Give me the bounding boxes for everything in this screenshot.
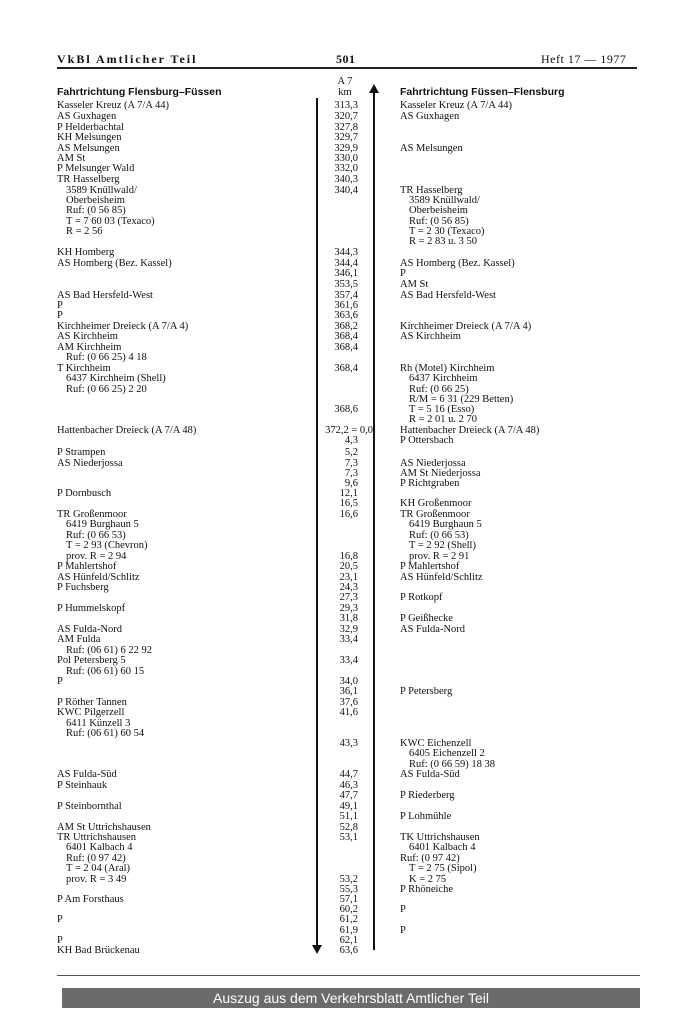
km-value: 47,7 (339, 790, 358, 801)
km-value: 53,2 (339, 874, 358, 885)
list-item: Ruf: (0 56 85) (409, 216, 469, 227)
list-item: P Steinbornthal (57, 801, 122, 812)
km-value: 372,2 = 0,0 (325, 425, 373, 436)
list-item: Pol Petersberg 5 (57, 655, 126, 666)
km-value: 357,4 (334, 290, 358, 301)
list-item: AS Niederjossa (400, 458, 466, 469)
list-item: Ruf: (0 66 25) 2 20 (66, 384, 147, 395)
list-item: AS Melsungen (400, 143, 463, 154)
list-item: P (57, 935, 63, 946)
list-item: AS Niederjossa (57, 458, 123, 469)
km-value: 368,4 (334, 331, 358, 342)
km-value: 332,0 (334, 163, 358, 174)
list-item: AS Melsungen (57, 143, 120, 154)
km-value: 20,5 (339, 561, 358, 572)
list-item: Ruf: (0 66 53) (66, 530, 126, 541)
km-value: 368,4 (334, 342, 358, 353)
km-value: 27,3 (339, 592, 358, 603)
list-item: Oberbeisheim (409, 205, 468, 216)
km-value: 51,1 (339, 811, 358, 822)
list-item: T = 2 93 (Chevron) (66, 540, 148, 551)
km-value: 55,3 (339, 884, 358, 895)
km-value: 346,1 (334, 268, 358, 279)
km-value: 62,1 (339, 935, 358, 946)
list-item: Ruf: (0 66 25) 4 18 (66, 352, 147, 363)
km-value: 24,3 (339, 582, 358, 593)
list-item: TR Hasselberg (400, 185, 463, 196)
left-column-heading: Fahrtrichtung Flensburg–Füssen (57, 86, 222, 98)
list-item: prov. R = 2 91 (409, 551, 470, 562)
list-item: Ruf: (06 61) 60 54 (66, 728, 145, 739)
km-value: 36,1 (339, 686, 358, 697)
list-item: P Hummelskopf (57, 603, 126, 614)
footer-rule (57, 975, 640, 976)
list-item: P Ottersbach (400, 435, 454, 446)
list-item: T = 2 75 (Sipol) (409, 863, 477, 874)
list-item: 6419 Burghaun 5 (66, 519, 139, 530)
journal-title: VkBl Amtlicher Teil (57, 52, 198, 66)
arrow-up-icon (369, 84, 379, 93)
list-item: Oberbeisheim (66, 195, 125, 206)
list-item: Ruf: (0 66 59) 18 38 (409, 759, 496, 770)
km-value: 16,5 (339, 498, 358, 509)
list-item: P (400, 904, 406, 915)
list-item: AS Kirchheim (57, 331, 118, 342)
km-value: 368,6 (334, 404, 358, 415)
list-item: Ruf: (06 61) 6 22 92 (66, 645, 153, 656)
list-item: Rh (Motel) Kirchheim (400, 363, 495, 374)
list-item: AS Guxhagen (57, 111, 117, 122)
list-item: Kasseler Kreuz (A 7/A 44) (57, 100, 169, 111)
km-value: 57,1 (339, 894, 358, 905)
list-item: P Lohmühle (400, 811, 452, 822)
list-item: Ruf: (0 66 53) (409, 530, 469, 541)
km-heading-unit: km (338, 87, 352, 98)
list-item: P (57, 914, 63, 925)
list-item: P Steinhauk (57, 780, 108, 791)
list-item: Hattenbacher Dreieck (A 7/A 48) (400, 425, 540, 436)
km-value: 353,5 (334, 279, 358, 290)
list-item: P Am Forsthaus (57, 894, 124, 905)
list-item: P Rotkopf (400, 592, 443, 603)
km-value: 49,1 (339, 801, 358, 812)
list-item: P (400, 268, 406, 279)
km-value: 340,4 (334, 185, 358, 196)
list-item: 6401 Kalbach 4 (409, 842, 476, 853)
km-value: 344,3 (334, 247, 358, 258)
list-item: P Röther Tannen (57, 697, 127, 708)
km-value: 16,6 (339, 509, 358, 520)
list-item: P Fuchsberg (57, 582, 109, 593)
list-item: P Melsunger Wald (57, 163, 135, 174)
list-item: T Kirchheim (57, 363, 111, 374)
list-item: KH Melsungen (57, 132, 122, 143)
list-item: AS Hünfeld/Schlitz (400, 572, 483, 583)
list-item: P Geißhecke (400, 613, 453, 624)
list-item: P (57, 676, 63, 687)
list-item: R = 2 83 u. 3 50 (409, 236, 478, 247)
list-item: T = 5 16 (Esso) (409, 404, 475, 415)
list-item: KH Bad Brückenau (57, 945, 140, 956)
list-item: P Strampen (57, 447, 106, 458)
km-value: 23,1 (339, 572, 358, 583)
km-value: 32,9 (339, 624, 358, 635)
list-item: 6405 Eichenzell 2 (409, 748, 485, 759)
km-value: 313,3 (334, 100, 358, 111)
km-value: 330,0 (334, 153, 358, 164)
km-value: 63,6 (339, 945, 358, 956)
list-item: AS Homberg (Bez. Kassel) (57, 258, 172, 269)
list-item: KWC Pilgerzell (57, 707, 125, 718)
km-value: 33,4 (339, 655, 358, 666)
list-item: 6411 Künzell 3 (66, 718, 131, 729)
km-value: 61,9 (339, 925, 358, 936)
list-item: KH Homberg (57, 247, 115, 258)
list-item: Hattenbacher Dreieck (A 7/A 48) (57, 425, 197, 436)
km-value: 368,2 (334, 321, 358, 332)
km-value: 52,8 (339, 822, 358, 833)
list-item: AS Hünfeld/Schlitz (57, 572, 140, 583)
list-item: T = 2 92 (Shell) (409, 540, 476, 551)
list-item: prov. R = 3 49 (66, 874, 127, 885)
list-item: AM St (57, 153, 86, 164)
km-value: 61,2 (339, 914, 358, 925)
list-item: P Helderbachtal (57, 122, 124, 133)
km-value: 31,8 (339, 613, 358, 624)
km-value: 37,6 (339, 697, 358, 708)
list-item: R/M = 6 31 (229 Betten) (409, 394, 514, 405)
km-value: 344,4 (334, 258, 358, 269)
list-item: R = 2 56 (66, 226, 103, 237)
km-value: 327,8 (334, 122, 358, 133)
km-value: 41,6 (339, 707, 358, 718)
list-item: AM Kirchheim (57, 342, 122, 353)
km-value: 46,3 (339, 780, 358, 791)
list-item: P (57, 300, 63, 311)
list-item: AM St Niederjossa (400, 468, 481, 479)
km-value: 16,8 (339, 551, 358, 562)
km-value: 33,4 (339, 634, 358, 645)
list-item: K = 2 75 (409, 874, 447, 885)
list-item: AS Guxhagen (400, 111, 460, 122)
list-item: P Petersberg (400, 686, 453, 697)
list-item: Kirchheimer Dreieck (A 7/A 4) (57, 321, 189, 332)
list-item: AM Fulda (57, 634, 101, 645)
km-value: 60,2 (339, 904, 358, 915)
right-column-heading: Fahrtrichtung Füssen–Flensburg (400, 86, 565, 98)
list-item: TR Großenmoor (400, 509, 470, 520)
page-number: 501 (336, 52, 356, 66)
list-item: P (57, 310, 63, 321)
list-item: AM St (400, 279, 429, 290)
list-item: P (400, 925, 406, 936)
km-heading (330, 76, 360, 98)
list-item: 6437 Kirchheim (409, 373, 478, 384)
km-value: 7,3 (344, 458, 358, 469)
km-heading-road: A 7 (337, 76, 353, 87)
list-item: KWC Eichenzell (400, 738, 472, 749)
km-value: 7,3 (344, 468, 358, 479)
list-item: Ruf: (06 61) 60 15 (66, 666, 145, 677)
list-item: TR Uttrichshausen (57, 832, 137, 843)
list-item: Ruf: (0 56 85) (66, 205, 126, 216)
list-item: T = 2 30 (Texaco) (409, 226, 485, 237)
km-value: 34,0 (339, 676, 358, 687)
list-item: 6401 Kalbach 4 (66, 842, 133, 853)
km-value: 53,1 (339, 832, 358, 843)
list-item: P Dornbusch (57, 488, 112, 499)
list-item: AS Bad Hersfeld-West (400, 290, 496, 301)
list-item: AS Fulda-Süd (400, 769, 460, 780)
list-item: TR Hasselberg (57, 174, 120, 185)
list-item: P Rhöneiche (400, 884, 453, 895)
km-value: 5,2 (344, 447, 358, 458)
list-item: P Mahlertshof (57, 561, 117, 572)
issue-label: Heft 17 — 1977 (541, 52, 627, 66)
list-item: 6437 Kirchheim (Shell) (66, 373, 166, 384)
list-item: Kasseler Kreuz (A 7/A 44) (400, 100, 512, 111)
list-item: 3589 Knüllwald/ (409, 195, 480, 206)
km-value: 43,3 (339, 738, 358, 749)
km-value: 368,4 (334, 363, 358, 374)
list-item: AS Fulda-Süd (57, 769, 117, 780)
footer-banner: Auszug aus dem Verkehrsblatt Amtlicher Teil (62, 988, 640, 1008)
km-value: 340,3 (334, 174, 358, 185)
list-item: TR Großenmoor (57, 509, 127, 520)
list-item: AS Kirchheim (400, 331, 461, 342)
km-value: 363,6 (334, 310, 358, 321)
km-value: 12,1 (339, 488, 358, 499)
list-item: 6419 Burghaun 5 (409, 519, 482, 530)
list-item: Kirchheimer Dreieck (A 7/A 4) (400, 321, 532, 332)
km-value: 44,7 (339, 769, 358, 780)
km-value: 9,6 (344, 478, 358, 489)
list-item: P Mahlertshof (400, 561, 460, 572)
list-item: T = 7 60 03 (Texaco) (66, 216, 155, 227)
list-item: AS Bad Hersfeld-West (57, 290, 153, 301)
list-item: prov. R = 2 94 (66, 551, 127, 562)
km-value: 320,7 (334, 111, 358, 122)
list-item: KH Großenmoor (400, 498, 472, 509)
km-value: 329,7 (334, 132, 358, 143)
direction-line-up (373, 92, 375, 950)
list-item: T = 2 04 (Aral) (66, 863, 131, 874)
list-item: P Richtgraben (400, 478, 460, 489)
km-value: 4,3 (344, 435, 358, 446)
km-value: 361,6 (334, 300, 358, 311)
km-value: 329,9 (334, 143, 358, 154)
list-item: AS Fulda-Nord (400, 624, 466, 635)
list-item: R = 2 01 u. 2 70 (409, 414, 478, 425)
list-item: AS Fulda-Nord (57, 624, 123, 635)
header-rule (57, 67, 637, 69)
list-item: P Riederberg (400, 790, 455, 801)
list-item: AS Homberg (Bez. Kassel) (400, 258, 515, 269)
km-value: 29,3 (339, 603, 358, 614)
list-item: Ruf: (0 97 42) (400, 853, 460, 864)
list-item: AM St Uttrichshausen (57, 822, 151, 833)
list-item: Ruf: (0 97 42) (66, 853, 126, 864)
list-item: TK Uttrichshausen (400, 832, 480, 843)
list-item: Ruf: (0 66 25) (409, 384, 469, 395)
list-item: 3589 Knüllwald/ (66, 185, 137, 196)
